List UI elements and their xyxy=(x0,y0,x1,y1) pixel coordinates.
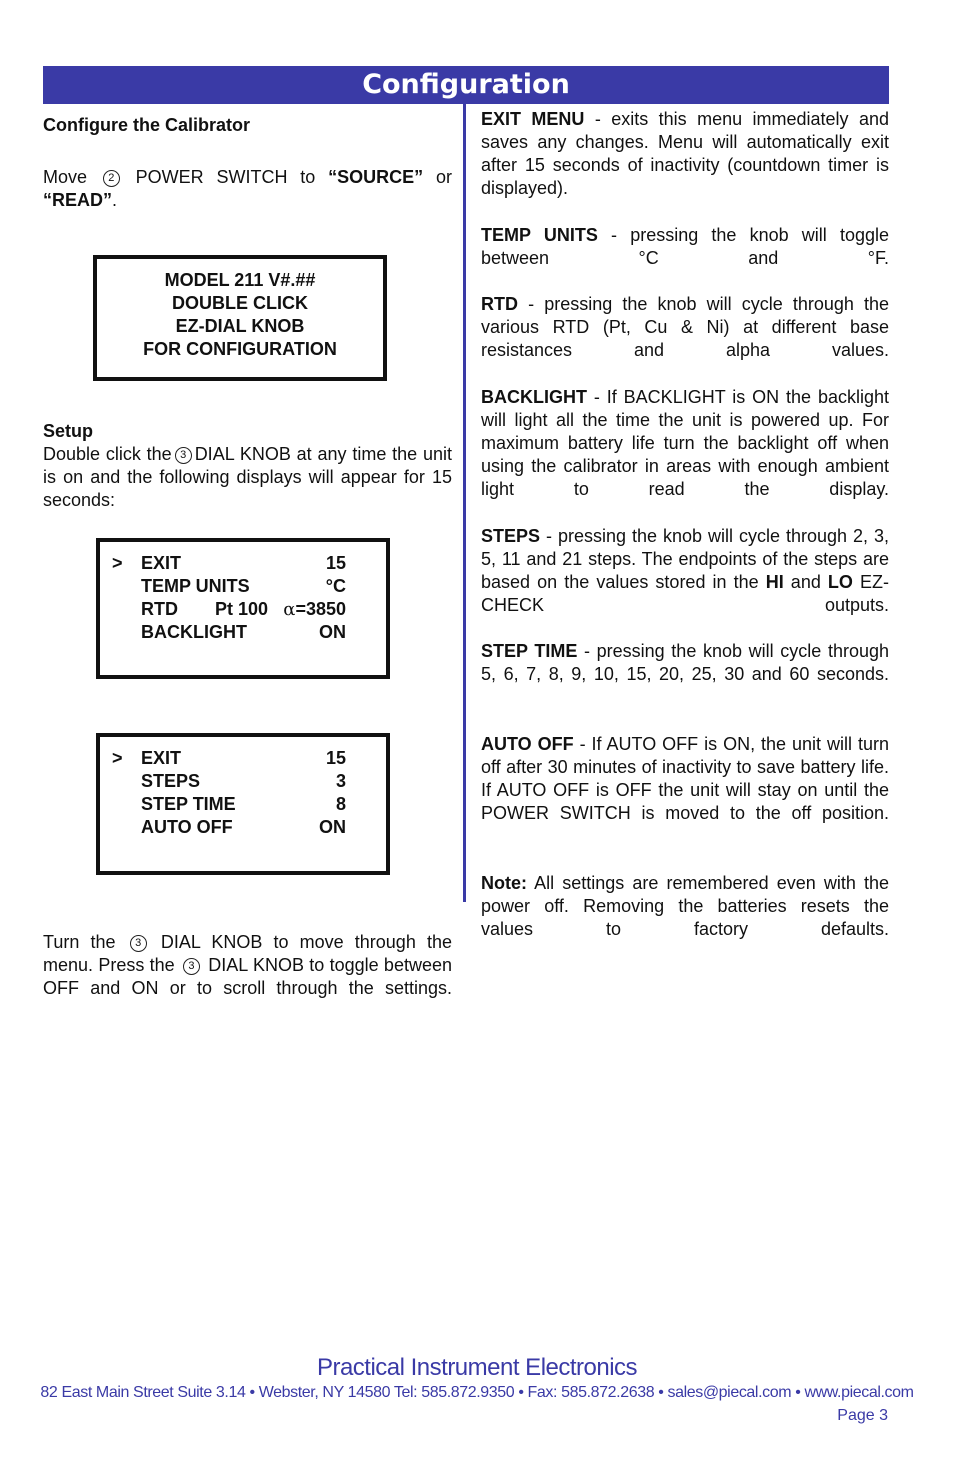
turn-instruction: Turn the 3 DIAL KNOB to move through the menu. Press the 3 DIAL KNOB to toggle between OFF and ON or to scroll through the settings. xyxy=(43,932,452,998)
setup-heading: Setup xyxy=(43,421,94,441)
note-description: Note: All settings are remembered even with the power off. Removing the batteries resets the values to factory defaults. xyxy=(481,873,889,939)
page-title: Configuration xyxy=(43,66,889,104)
temp-units-description: TEMP UNITS - pressing the knob will toggle between °C and °F. xyxy=(481,225,889,268)
configure-heading: Configure the Calibrator xyxy=(43,115,251,135)
display-line: MODEL 211 V#.## xyxy=(164,270,316,290)
menu-row-auto-off: AUTO OFF ON xyxy=(141,817,346,837)
page-number: Page 3 xyxy=(837,1407,888,1424)
startup-display xyxy=(93,255,387,381)
rtd-description: RTD - pressing the knob will cycle through the various RTD (Pt, Cu & Ni) at different base resistances and alpha values. xyxy=(481,294,889,360)
auto-off-description: AUTO OFF - If AUTO OFF is ON, the unit will turn off after 30 minutes of inactivity to save battery life. If AUTO OFF is OFF the unit will stay on until the POWER SWITCH is moved to the off position. xyxy=(481,734,889,823)
menu-row-rtd: RTD Pt 100 α=3850 xyxy=(141,599,346,620)
menu-row-step-time: STEP TIME 8 xyxy=(141,794,346,814)
dial-knob-number-icon: 3 xyxy=(175,447,192,464)
column-divider xyxy=(463,104,466,902)
power-switch-number-icon: 2 xyxy=(103,170,120,187)
menu-row-backlight: BACKLIGHT ON xyxy=(141,622,346,642)
setup-instruction: Double click the 3 DIAL KNOB at any time the unit is on and the following displays will appear for 15 seconds: xyxy=(43,444,452,510)
alpha-symbol: α xyxy=(283,599,296,620)
menu-display-1 xyxy=(96,538,390,679)
backlight-description: BACKLIGHT - If BACKLIGHT is ON the backlight will light all the time the unit is powered up. For maximum battery life turn the backlight off when using the calibrator in areas with enough ambient light to read the display. xyxy=(481,387,889,499)
menu-row-temp-units: TEMP UNITS °C xyxy=(141,576,346,596)
menu-cursor: > xyxy=(112,553,123,573)
dial-knob-number-icon: 3 xyxy=(130,935,147,952)
dial-knob-number-icon: 3 xyxy=(183,958,200,975)
display-line: FOR CONFIGURATION xyxy=(143,339,337,359)
exit-menu-description: EXIT MENU - exits this menu immediately and saves any changes. Menu will automatically exit after 15 seconds of inactivity (countdown timer is displayed). xyxy=(481,109,889,198)
display-line: EZ-DIAL KNOB xyxy=(175,316,305,336)
move-instruction: Move 2 POWER SWITCH to “SOURCE” or “READ”. xyxy=(43,167,452,210)
step-time-description: STEP TIME - pressing the knob will cycle through 5, 6, 7, 8, 9, 10, 15, 20, 25, 30 and 60 seconds. xyxy=(481,641,890,684)
menu-display-2 xyxy=(96,733,390,875)
menu-row-steps: STEPS 3 xyxy=(141,771,346,791)
menu-row-exit: > EXIT 15 xyxy=(112,553,346,573)
footer-company: Practical Instrument Electronics xyxy=(316,1354,638,1381)
display-line: DOUBLE CLICK xyxy=(172,293,308,313)
menu-row-exit: > EXIT 15 xyxy=(112,748,346,768)
menu-cursor: > xyxy=(112,748,123,768)
steps-description: STEPS - pressing the knob will cycle through 2, 3, 5, 11 and 21 steps. The endpoints of the steps are based on the values stored in the HI and LO EZ-CHECK outputs. xyxy=(481,526,889,615)
footer-address: 82 East Main Street Suite 3.14 • Webster, NY 14580 Tel: 585.872.9350 • Fax: 585.872.2638 • sales@piecal.com • www.piecal.com xyxy=(40,1384,914,1401)
